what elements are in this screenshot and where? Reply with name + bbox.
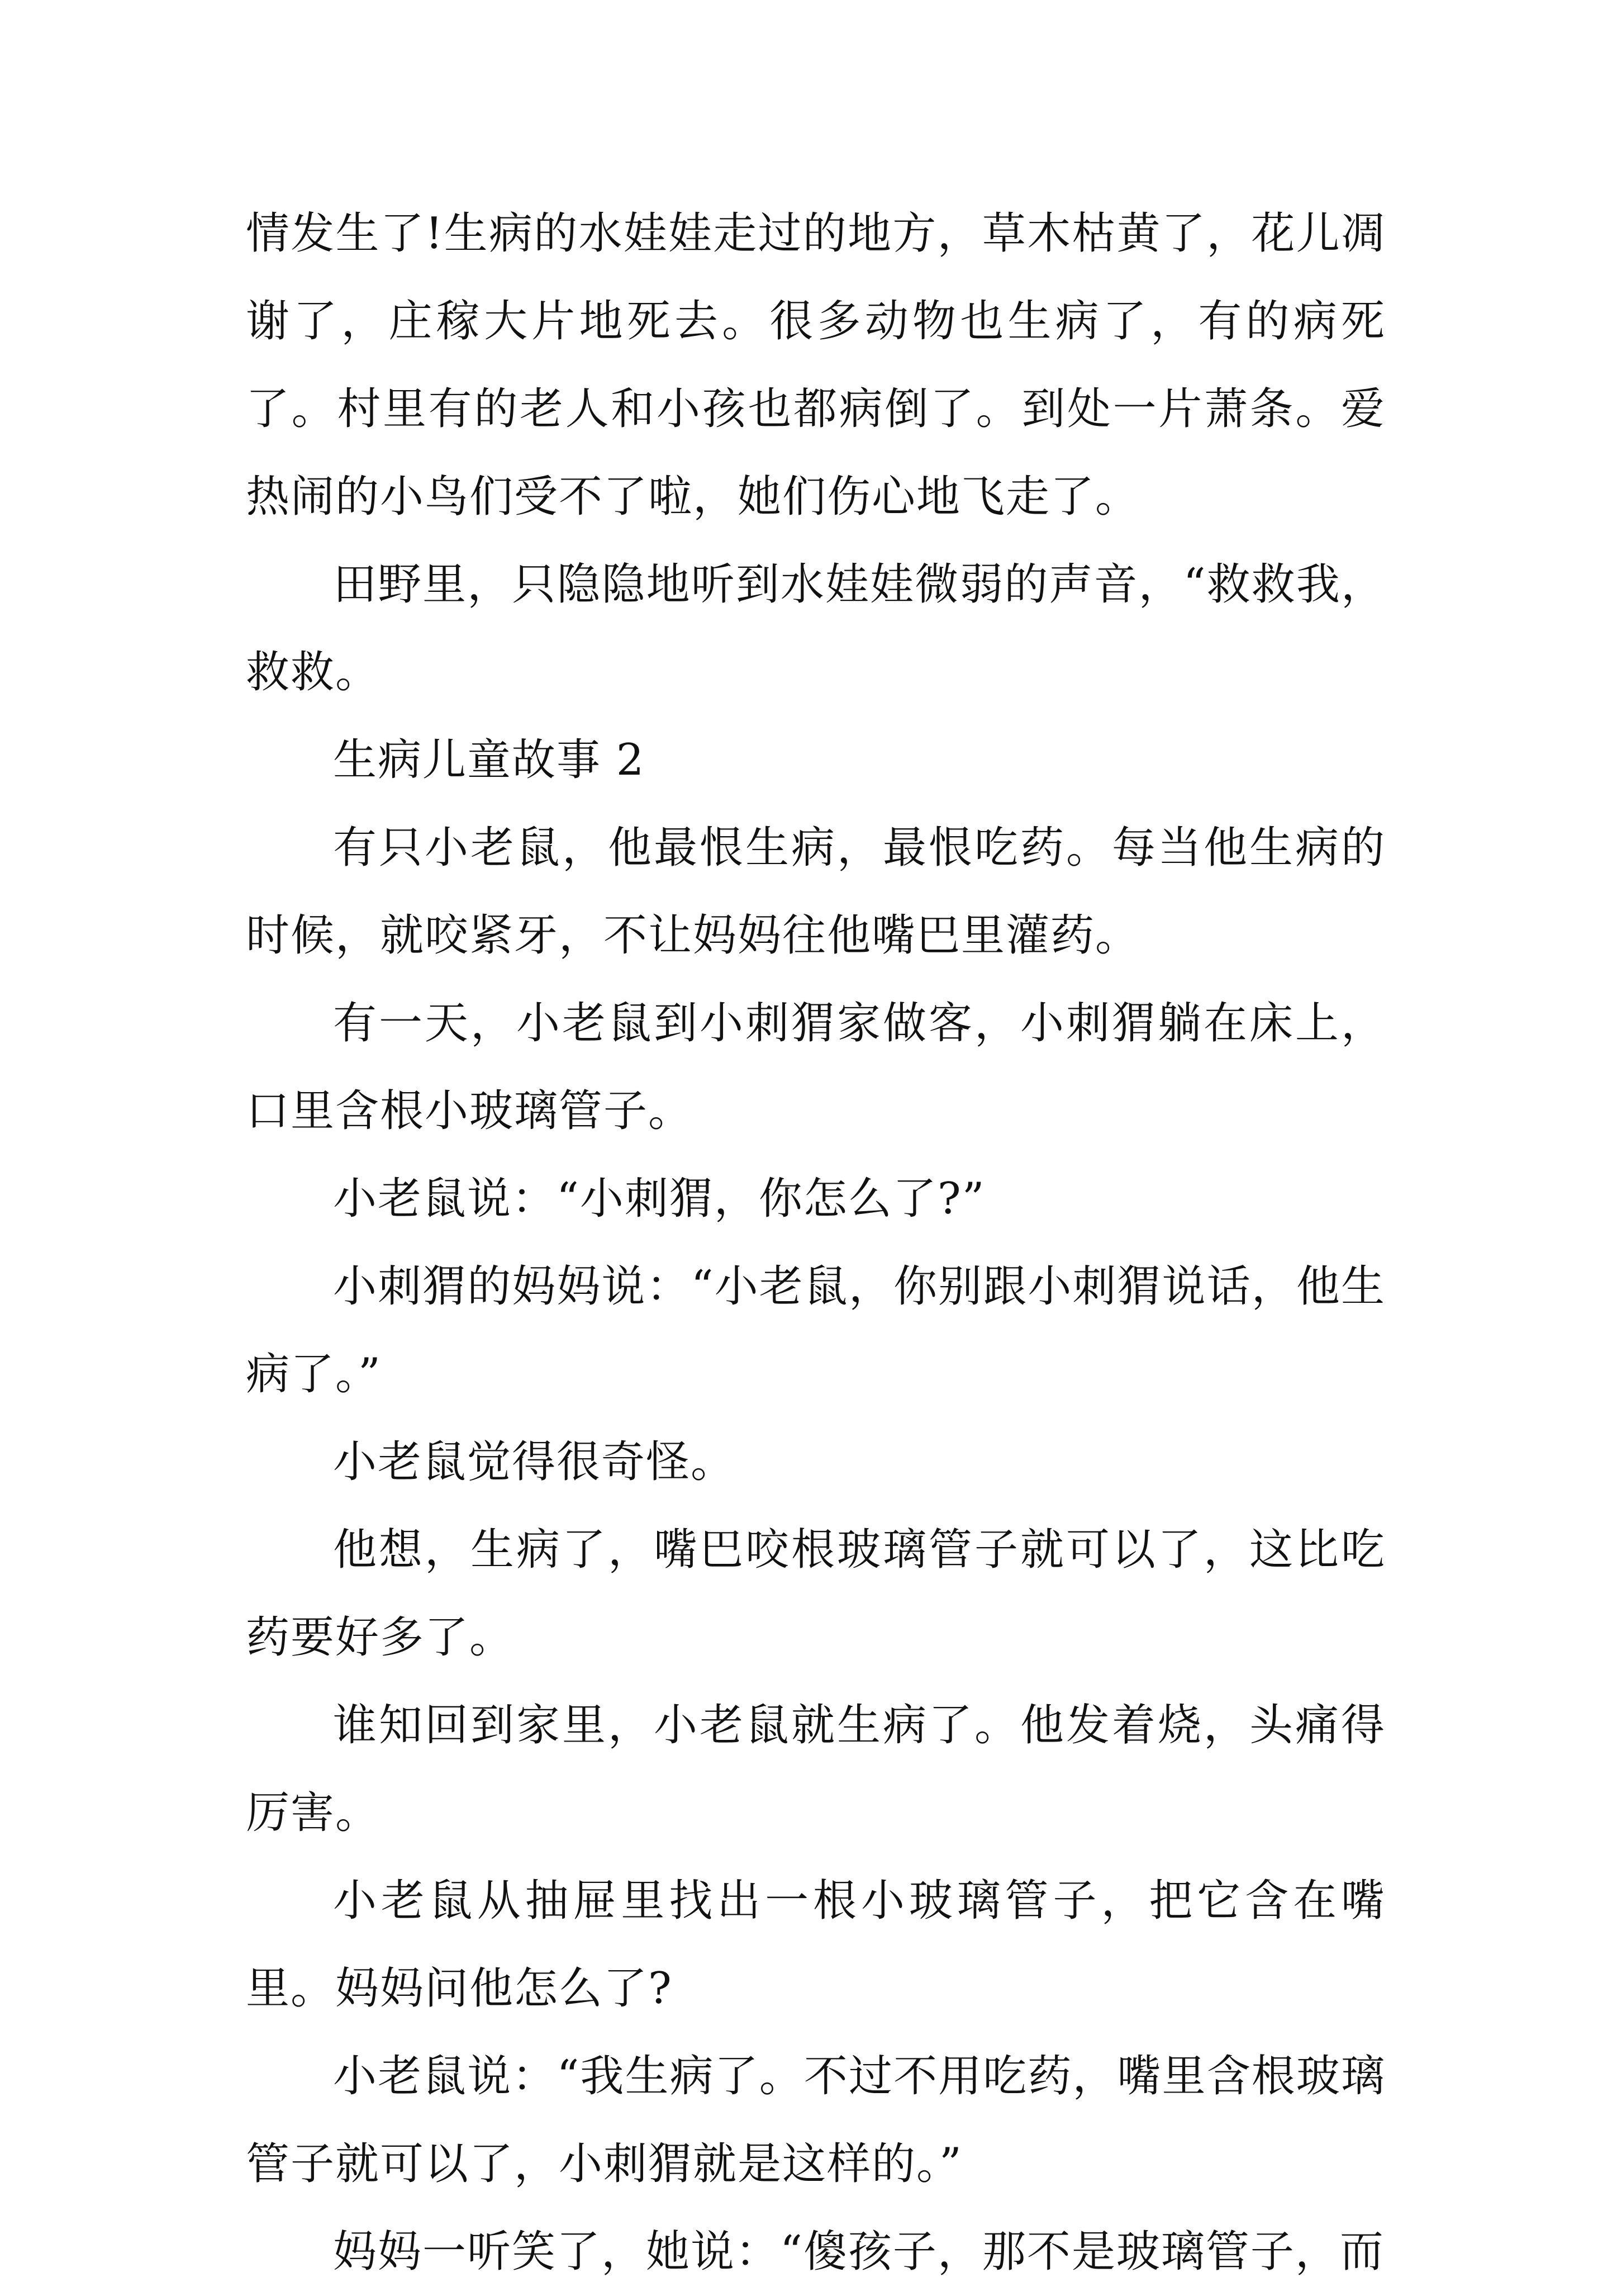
paragraph-12: 小老鼠说：“我生病了。不过不用吃药，嘴里含根玻璃管子就可以了，小刺猬就是这样的。” xyxy=(246,2051,1386,2189)
paragraph-9: 他想，生病了，嘴巴咬根玻璃管子就可以了，这比吃药要好多了。 xyxy=(246,1525,1386,1663)
paragraph-2: 田野里，只隐隐地听到水娃娃微弱的声音，“救救我，救救。 xyxy=(246,559,1386,698)
paragraph-6: 小老鼠说：“小刺猬，你怎么了?” xyxy=(333,1174,986,1224)
section-heading: 生病儿童故事 2 xyxy=(333,735,645,785)
document-body xyxy=(246,190,1386,2296)
paragraph-8: 小老鼠觉得很奇怪。 xyxy=(333,1437,736,1487)
paragraph-11: 小老鼠从抽屉里找出一根小玻璃管子，把它含在嘴里。妈妈问他怎么了? xyxy=(246,1876,1386,2014)
paragraph-7: 小刺猬的妈妈说：“小老鼠，你别跟小刺猬说话，他生病了。” xyxy=(246,1261,1386,1400)
paragraph-5: 有一天，小老鼠到小刺猬家做客，小刺猬躺在床上，口里含根小玻璃管子。 xyxy=(246,998,1386,1136)
paragraph-13: 妈妈一听笑了，她说：“傻孩子，那不是玻璃管子，而 xyxy=(333,2227,1385,2277)
paragraph-10: 谁知回到家里，小老鼠就生病了。他发着烧，头痛得厉害。 xyxy=(246,1700,1386,1838)
paragraph-1: 情发生了!生病的水娃娃走过的地方，草木枯黄了，花儿凋谢了，庄稼大片地死去。很多动物也生病了，有的病死了。村里有的老人和小孩也都病倒了。到处一片萧条。爱热闹的小鸟们受不了啦，她们伤心地飞走了。 xyxy=(246,208,1386,522)
paragraph-4: 有只小老鼠，他最恨生病，最恨吃药。每当他生病的时候，就咬紧牙，不让妈妈往他嘴巴里灌药。 xyxy=(246,823,1386,961)
